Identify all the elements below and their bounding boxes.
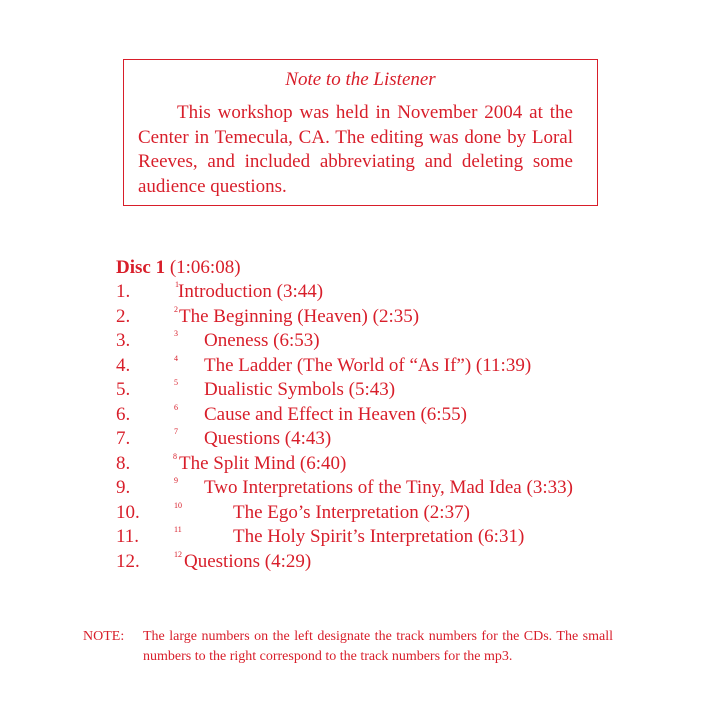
track-title: Dualistic Symbols (5:43) — [204, 379, 396, 400]
note-to-listener-box — [123, 59, 598, 206]
track-title: The Split Mind (6:40) — [179, 452, 347, 474]
track-title: The Ego’s Interpretation (2:37) — [233, 501, 470, 523]
mp3-track-number: 5 — [174, 378, 178, 387]
disc-duration: (1:06:08) — [169, 257, 241, 278]
mp3-track-number: 4 — [174, 353, 178, 363]
note-body: This workshop was held in November 2004 at the Center in Temecula, CA. The editing was done by Loral Reeves, and included abbreviating and deleting some audience questions. — [138, 102, 573, 197]
track-row — [116, 404, 676, 429]
track-title: The Ladder (The World of “As If”) (11:39) — [204, 354, 532, 376]
track-number: 2. — [116, 305, 131, 327]
track-row — [116, 477, 676, 502]
mp3-track-number: 2 — [174, 304, 178, 314]
track-number: 12. — [116, 550, 140, 572]
track-number: 8. — [116, 452, 131, 474]
track-number: 3. — [116, 330, 131, 351]
track-title: The Beginning (Heaven) (2:35) — [179, 305, 420, 327]
track-title: The Holy Spirit’s Interpretation (6:31) — [233, 526, 525, 547]
mp3-track-number: 7 — [174, 427, 178, 436]
note-title: Note to the Listener — [285, 69, 436, 90]
mp3-track-number: 3 — [174, 329, 178, 338]
track-number: 9. — [116, 477, 131, 498]
track-number: 7. — [116, 428, 131, 449]
track-row — [116, 453, 676, 478]
mp3-track-number: 8 — [173, 451, 177, 461]
track-row — [116, 330, 676, 355]
track-number: 5. — [116, 379, 131, 400]
track-title: Oneness (6:53) — [204, 330, 320, 351]
mp3-track-number: 1 — [175, 280, 179, 289]
track-row — [116, 281, 676, 306]
track-row — [116, 428, 676, 453]
track-title: Introduction (3:44) — [178, 281, 324, 302]
track-title: Cause and Effect in Heaven (6:55) — [204, 403, 467, 425]
track-row — [116, 379, 676, 404]
disc-header — [116, 257, 241, 279]
track-row — [116, 502, 676, 527]
track-number: 1. — [116, 281, 131, 302]
track-row — [116, 306, 676, 331]
track-title: Questions (4:29) — [184, 550, 312, 572]
track-number: 11. — [116, 526, 140, 547]
footnote-text: The large numbers on the left designate the track numbers for the CDs. The small numbers to the right correspond to the track numbers for the mp3. — [143, 629, 613, 664]
mp3-track-number: 10 — [174, 500, 182, 510]
footnote-label: NOTE: — [83, 629, 125, 644]
mp3-track-number: 6 — [174, 402, 178, 412]
track-row — [116, 355, 676, 380]
mp3-track-number: 11 — [174, 525, 182, 534]
track-row — [116, 526, 676, 551]
track-number: 4. — [116, 354, 131, 376]
mp3-track-number: 12 — [174, 549, 182, 559]
disc-label: Disc 1 — [116, 257, 166, 278]
track-row — [116, 551, 676, 576]
track-number: 6. — [116, 403, 131, 425]
track-title: Two Interpretations of the Tiny, Mad Idea (3:33) — [204, 477, 573, 498]
track-title: Questions (4:43) — [204, 428, 332, 449]
track-number: 10. — [116, 501, 140, 523]
mp3-track-number: 9 — [174, 476, 178, 485]
track-list — [116, 281, 676, 575]
